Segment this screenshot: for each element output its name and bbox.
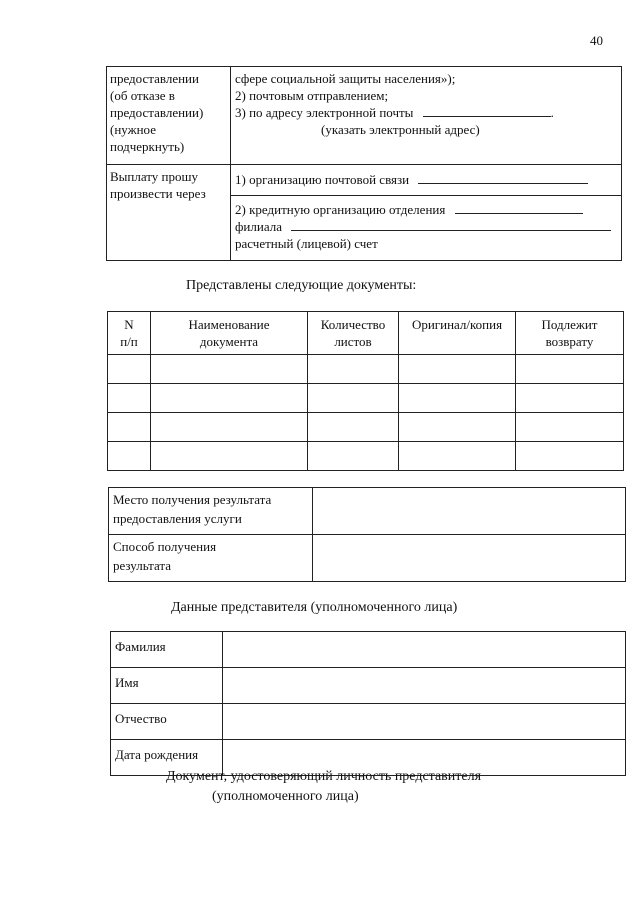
header-returnable-line1: Подлежит <box>541 317 598 332</box>
documents-heading: Представлены следующие документы: <box>186 278 417 293</box>
table-cell[interactable] <box>399 384 516 413</box>
table-cell[interactable] <box>516 355 624 384</box>
branch-blank-field[interactable] <box>291 218 611 231</box>
patronymic-label: Отчество <box>111 704 223 740</box>
header-returnable-line2: возврату <box>545 334 594 349</box>
result-place-row <box>109 488 626 535</box>
page-number: 40 <box>590 33 603 48</box>
post-option-label: 1) организацию почтовой связи <box>235 172 410 187</box>
delivery-label-line: подчеркнуть) <box>110 139 185 154</box>
table-row <box>108 355 624 384</box>
name-row <box>111 668 626 704</box>
bank-branch-blank-field[interactable] <box>455 201 583 214</box>
table-row <box>108 384 624 413</box>
header-doc-name-line1: Наименование <box>188 317 270 332</box>
table-cell[interactable] <box>151 413 308 442</box>
header-original-copy-line1: Оригинал/копия <box>411 317 503 332</box>
header-number <box>108 312 151 355</box>
result-table <box>108 487 626 582</box>
result-place-label-line2: предоставления услуги <box>113 511 242 526</box>
id-document-subheading: (уполномоченного лица) <box>212 789 359 804</box>
table-cell[interactable] <box>308 413 399 442</box>
delivery-label-line: предоставлении) <box>110 105 204 120</box>
table-row <box>108 413 624 442</box>
header-returnable <box>516 312 624 355</box>
payment-label-line: произвести через <box>110 186 206 201</box>
patronymic-field[interactable] <box>223 704 626 740</box>
payment-option-post <box>231 165 621 196</box>
name-field[interactable] <box>223 668 626 704</box>
table-cell[interactable] <box>108 384 151 413</box>
post-office-blank-field[interactable] <box>418 171 588 184</box>
representative-heading: Данные представителя (уполномоченного лица) <box>171 600 458 615</box>
delivery-label-cell <box>107 67 231 165</box>
table-cell[interactable] <box>108 413 151 442</box>
table-cell[interactable] <box>151 442 308 471</box>
delivery-label-line: (об отказе в <box>110 88 175 103</box>
payment-option-bank <box>231 196 621 252</box>
table-cell[interactable] <box>399 442 516 471</box>
table-cell[interactable] <box>399 413 516 442</box>
branch-label: филиала <box>235 219 282 234</box>
delivery-line-social: сфере социальной защиты населения»); <box>235 71 456 86</box>
result-method-field[interactable] <box>313 535 626 582</box>
header-sheet-count-line1: Количество <box>320 317 386 332</box>
header-number-line2: п/п <box>120 334 138 349</box>
header-number-line1: N <box>124 317 134 332</box>
result-method-label-line1: Способ получения <box>113 539 217 554</box>
surname-row <box>111 632 626 668</box>
email-hint: (указать электронный адрес) <box>321 122 480 137</box>
table-cell[interactable] <box>108 442 151 471</box>
table-cell[interactable] <box>108 355 151 384</box>
delivery-line-email <box>235 104 617 121</box>
email-blank-field[interactable] <box>423 104 551 117</box>
header-sheet-count <box>308 312 399 355</box>
header-doc-name-line2: документа <box>199 334 259 349</box>
account-label: расчетный (лицевой) счет <box>235 236 378 251</box>
header-sheet-count-line2: листов <box>334 334 372 349</box>
table-cell[interactable] <box>516 384 624 413</box>
table-cell[interactable] <box>151 384 308 413</box>
table-cell[interactable] <box>308 442 399 471</box>
bank-option-label: 2) кредитную организацию отделения <box>235 202 446 217</box>
table-cell[interactable] <box>399 355 516 384</box>
table-row <box>108 442 624 471</box>
header-doc-name <box>151 312 308 355</box>
surname-label: Фамилия <box>111 632 223 668</box>
email-option-label: 3) по адресу электронной почты <box>235 105 414 120</box>
result-place-field[interactable] <box>313 488 626 535</box>
delivery-line-post: 2) почтовым отправлением; <box>235 88 389 103</box>
email-line-period: . <box>550 105 554 120</box>
representative-table <box>110 631 626 776</box>
delivery-value-cell <box>231 67 622 165</box>
delivery-label-line: предоставлении <box>110 71 199 86</box>
documents-table <box>107 311 624 471</box>
table-cell[interactable] <box>516 413 624 442</box>
delivery-label-line: (нужное <box>110 122 156 137</box>
table-cell[interactable] <box>308 384 399 413</box>
payment-label-cell <box>107 165 231 261</box>
table-cell[interactable] <box>516 442 624 471</box>
result-place-label-line1: Место получения результата <box>113 492 272 507</box>
delivery-table <box>106 66 622 261</box>
id-document-heading: Документ, удостоверяющий личность представителя <box>166 769 482 784</box>
surname-field[interactable] <box>223 632 626 668</box>
table-cell[interactable] <box>151 355 308 384</box>
header-original-copy <box>399 312 516 355</box>
birth-date-label: Дата рождения <box>111 740 223 776</box>
name-label: Имя <box>111 668 223 704</box>
payment-value-cell <box>231 165 622 261</box>
result-method-label <box>109 535 313 582</box>
result-method-label-line2: результата <box>113 558 172 573</box>
result-place-label <box>109 488 313 535</box>
result-method-row <box>109 535 626 582</box>
patronymic-row <box>111 704 626 740</box>
payment-label-line: Выплату прошу <box>110 169 199 184</box>
table-cell[interactable] <box>308 355 399 384</box>
documents-header-row <box>108 312 624 355</box>
